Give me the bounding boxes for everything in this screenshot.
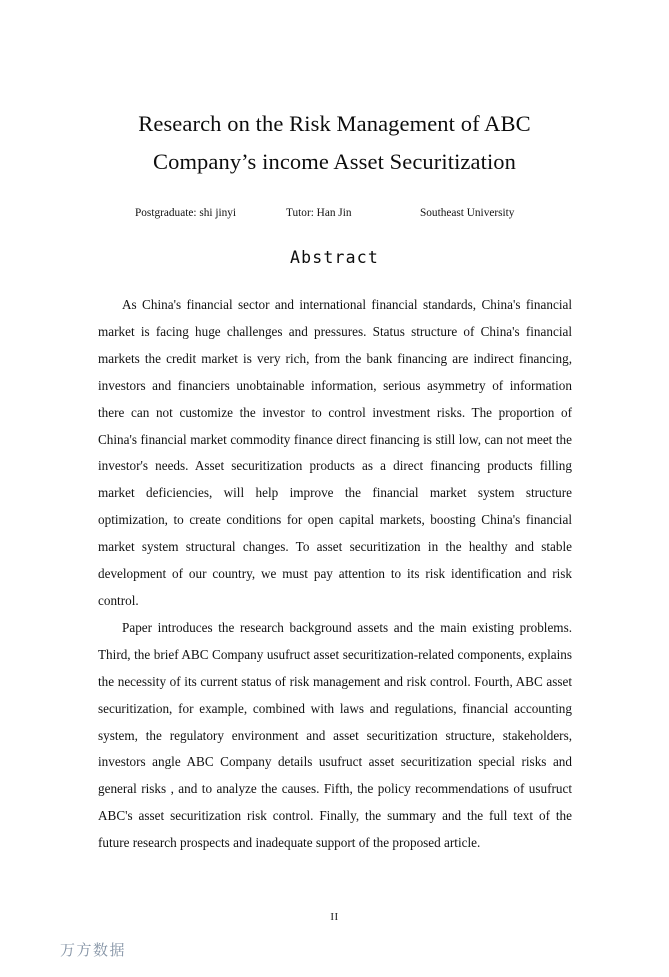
tutor-name: Tutor: Han Jin (286, 207, 352, 219)
postgraduate-name: Postgraduate: shi jinyi (135, 207, 237, 219)
institution-name: Southeast University (420, 207, 515, 219)
page-number: II (330, 911, 339, 923)
page-title-line-1: Research on the Risk Management of ABC (138, 111, 531, 136)
wanfang-data-watermark: 万方数据 (60, 941, 127, 959)
abstract-paragraph-1: As China's financial sector and international financial standards, China's financial market is facing huge challenges and pressures. Status structure of China's financial markets the credit market is very rich, from the bank financing are indirect financing, investors and financiers unobtainable information, serious asymmetry of information there can not customize the investor to control investment risks. The proportion of China's financial market commodity finance direct financing is still low, can not meet the investor's needs. Asset securitization products as a direct financing products filling market deficiencies, will help improve the financial market system structure optimization, to create conditions for open capital markets, boosting China's financial market system structural changes. To asset securitization in the healthy and stable development of our country, we must pay attention to its risk identification and risk control. (98, 297, 572, 608)
title-block (98, 105, 571, 181)
abstract-paragraph-2: Paper introduces the research background assets and the main existing problems. Third, the brief ABC Company usufruct asset securitization-related components, explains the necessity of its current status of risk management and risk control. Fourth, ABC asset securitization, for example, combined with laws and regulations, financial accounting system, the regulatory environment and asset securitization structure, stakeholders, investors angle ABC Company details usufruct asset securitization special risks and general risks , and to analyze the causes. Fifth, the policy recommendations of usufruct ABC's asset securitization risk control. Finally, the summary and the full text of the future research prospects and inadequate support of the proposed article. (98, 619, 572, 851)
page-title-line-2: Company’s income Asset Securitization (152, 149, 517, 174)
abstract-body (98, 292, 572, 857)
page-title (98, 105, 571, 181)
author-meta-row (98, 205, 571, 221)
abstract-heading: Abstract (289, 248, 380, 267)
